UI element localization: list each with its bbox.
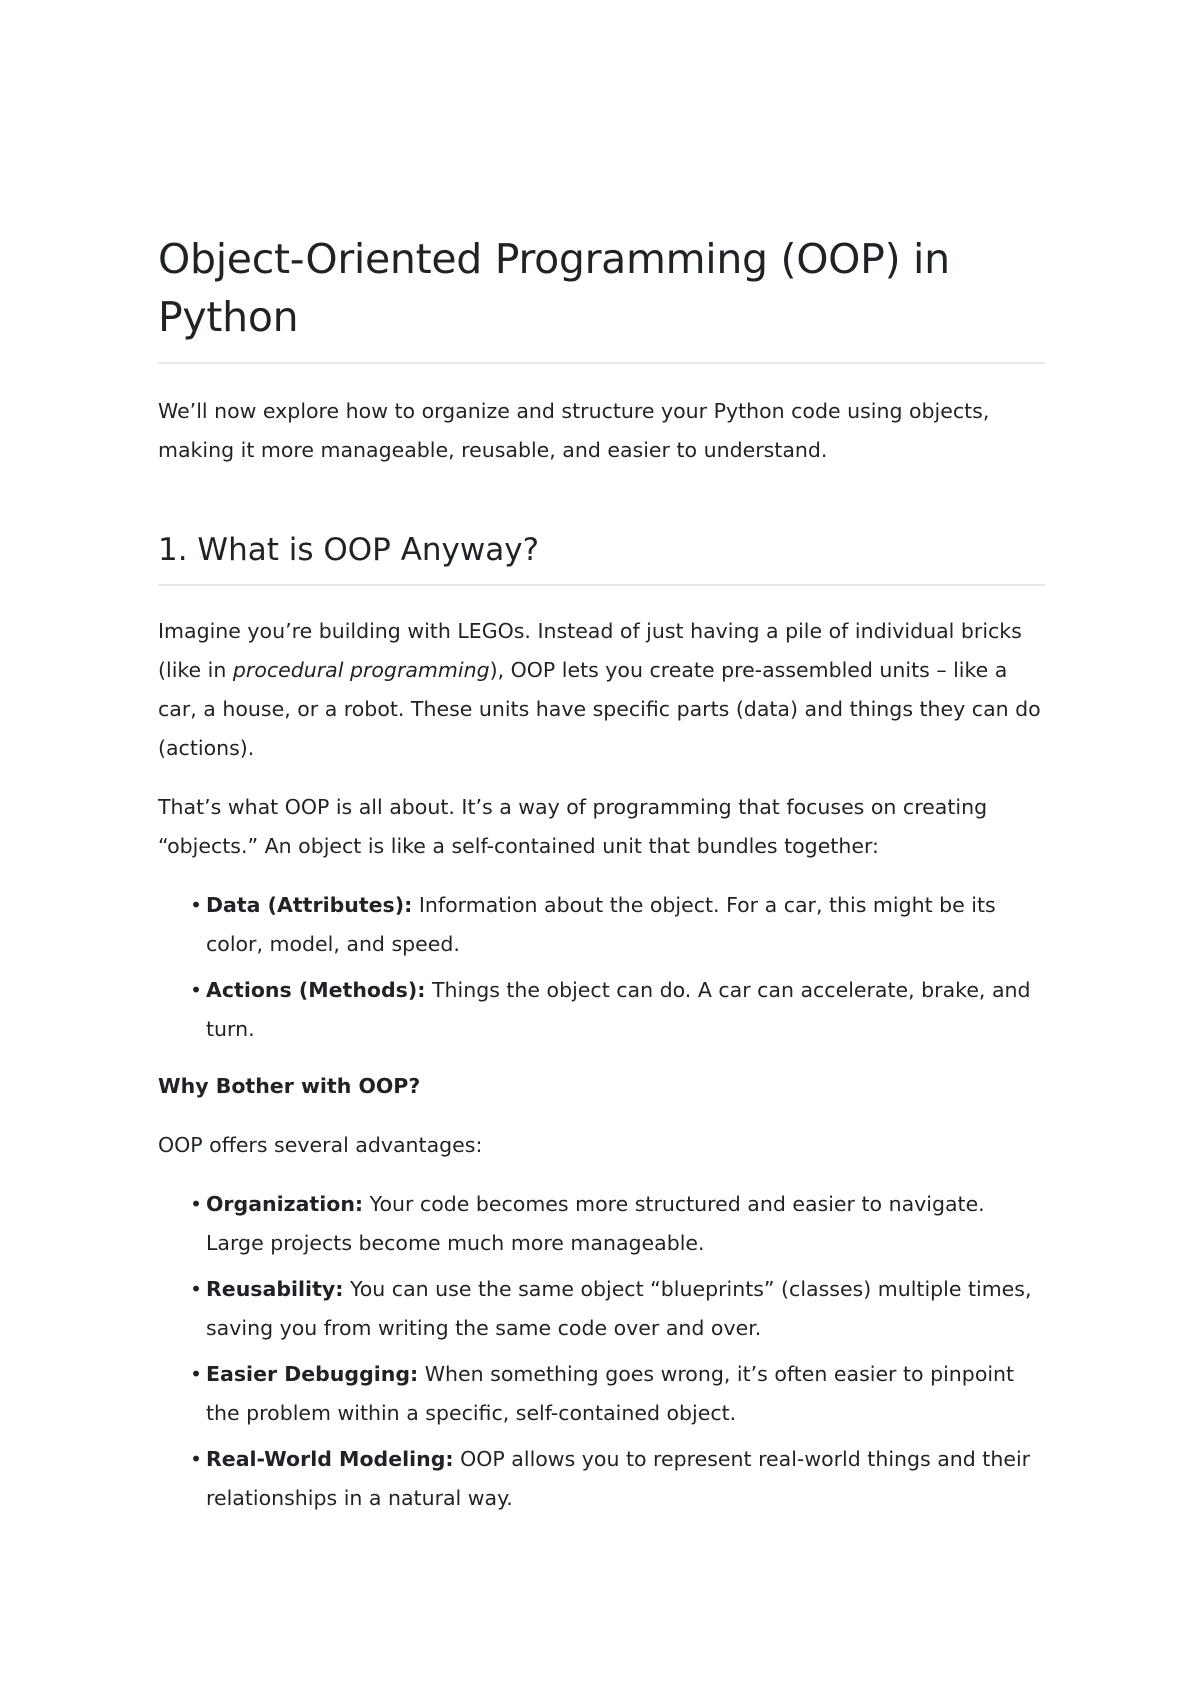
list-item-term: Data (Attributes): [206,893,413,917]
lego-paragraph [158,612,1045,768]
list-item-term: Real-World Modeling: [206,1447,454,1471]
lego-paragraph-start: Imagine you’re building with LEGOs. Instead of just having a pile of individual bricks (like in [158,619,1022,682]
list-item [158,886,1045,964]
subheading: Why Bother with OOP? [158,1074,421,1098]
list-item-term: Reusability: [206,1277,344,1301]
list-item-term: Organization: [206,1192,364,1216]
section-divider [158,584,1045,586]
list-item-text: You can use the same object “blueprints” (classes) multiple times, saving you from writing the same code over and over. [206,1277,1032,1340]
list-item [158,1355,1045,1433]
object-parts-list [158,886,1045,1049]
lego-paragraph-end: ), OOP lets you create pre-assembled units – like a car, a house, or a robot. These units have specific parts (data) and things they can do (actions). [158,658,1041,760]
document-page [158,230,1045,1525]
section-heading: 1. What is OOP Anyway? [158,532,540,568]
list-item-text: Your code becomes more structured and easier to navigate. Large projects become much more manageable. [206,1192,985,1255]
bullet-icon: • [190,1192,203,1216]
list-item [158,1185,1045,1263]
bullet-icon: • [190,1362,203,1386]
list-item-term: Actions (Methods): [206,978,426,1002]
bullet-icon: • [190,1447,203,1471]
list-item-text: Things the object can do. A car can accelerate, brake, and turn. [206,978,1031,1041]
procedural-emphasis: procedural programming [232,658,490,682]
list-item [158,971,1045,1049]
intro-paragraph: We’ll now explore how to organize and structure your Python code using objects, making it more manageable, reusable, and easier to understand. [158,399,990,462]
list-item-text: OOP allows you to represent real-world things and their relationships in a natural way. [206,1447,1031,1510]
advantages-intro: OOP offers several advantages: [158,1133,483,1157]
list-item-text: Information about the object. For a car, this might be its color, model, and speed. [206,893,996,956]
list-item-text: When something goes wrong, it’s often easier to pinpoint the problem within a specific, self-contained object. [206,1362,1015,1425]
page-title: Object-Oriented Programming (OOP) in Python [158,235,950,341]
list-item-term: Easier Debugging: [206,1362,419,1386]
bullet-icon: • [190,893,203,917]
bullet-icon: • [190,978,203,1002]
advantages-list [158,1185,1045,1518]
bullet-icon: • [190,1277,203,1301]
title-divider [158,362,1045,364]
list-item [158,1440,1045,1518]
list-item [158,1270,1045,1348]
oop-definition-paragraph: That’s what OOP is all about. It’s a way of programming that focuses on creating “objects.” An object is like a self-contained unit that bundles together: [158,795,988,858]
